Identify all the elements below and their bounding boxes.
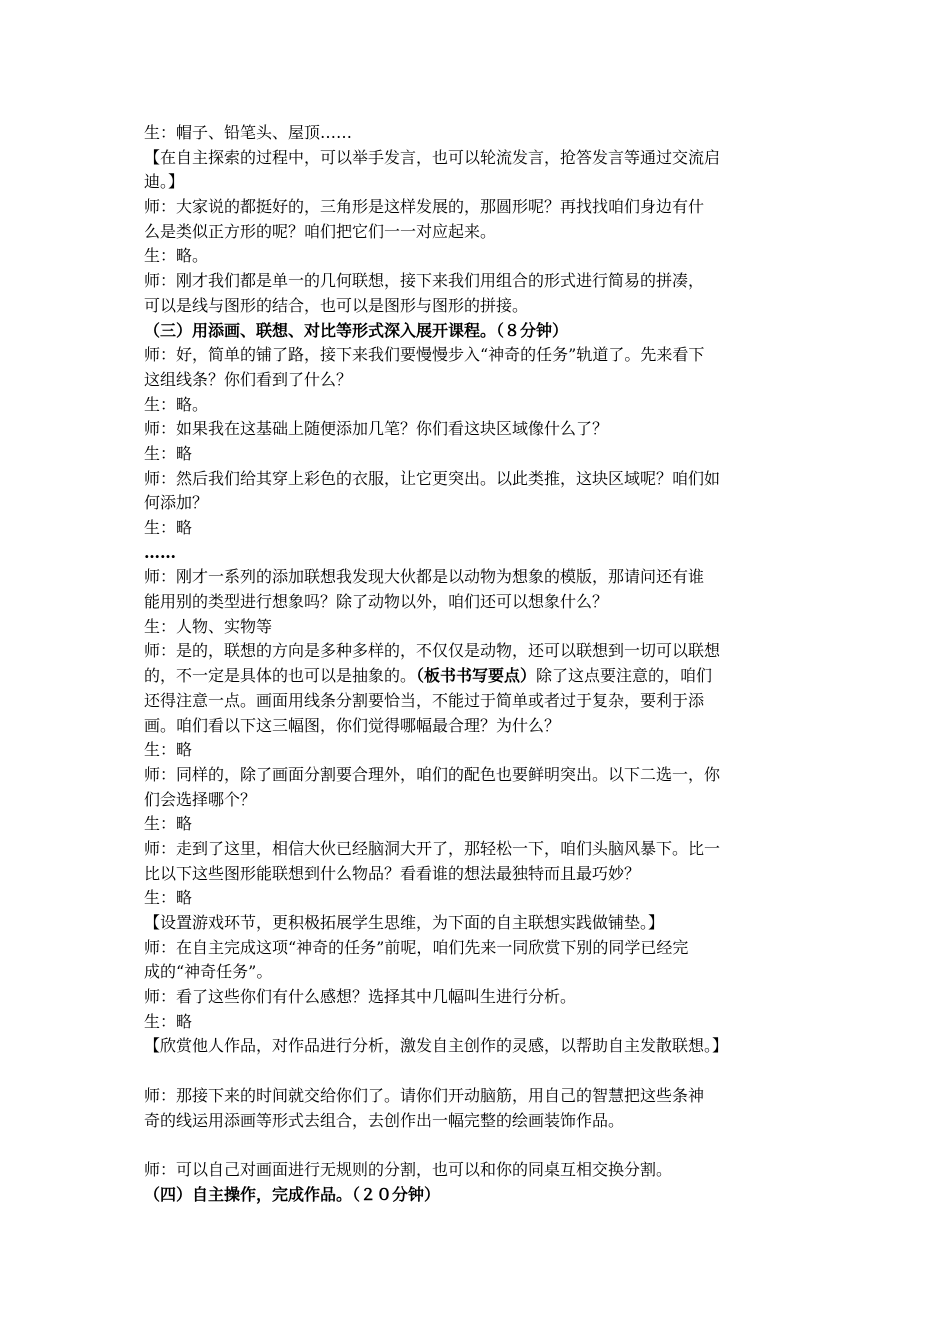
text-line: 师：然后我们给其穿上彩色的衣服，让它更突出。以此类推，这块区域呢？咱们如	[144, 468, 721, 488]
text-line: 还得注意一点。画面用线条分割要恰当，不能过于简单或者过于复杂，要利于添	[144, 690, 705, 710]
text-line: 成的“神奇任务”。	[144, 962, 273, 982]
ellipsis-line: ……	[144, 542, 176, 562]
text-line: 生：人物、实物等	[144, 616, 273, 636]
section-heading: （四）自主操作，完成作品。（２０分钟）	[144, 1184, 441, 1204]
text-line: 生：略	[144, 1011, 193, 1031]
blank-line	[144, 1059, 812, 1084]
text-line: 这组线条？你们看到了什么？	[144, 369, 353, 389]
text-line: 生：略。	[144, 246, 209, 266]
text-segment: 除了这点要注意的，咱们	[536, 666, 713, 686]
text-line: 师：刚才一系列的添加联想我发现大伙都是以动物为想象的模版，那请问还有谁	[144, 567, 705, 587]
text-line: 师：看了这些你们有什么感想？选择其中几幅叫生进行分析。	[144, 987, 577, 1007]
document-body	[144, 121, 812, 1207]
text-line: 师：在自主完成这项“神奇的任务”前呢，咱们先来一同欣赏下别的同学已经完	[144, 937, 689, 957]
text-line: 生：略	[144, 443, 193, 463]
text-line: 们会选择哪个？	[144, 789, 257, 809]
text-line: 可以是线与图形的结合，也可以是图形与图形的拼接。	[144, 295, 529, 315]
text-line: 师：同样的，除了画面分割要合理外，咱们的配色也要鲜明突出。以下二选一，你	[144, 764, 721, 784]
text-line: 师：走到了这里，相信大伙已经脑洞大开了，那轻松一下，咱们头脑风暴下。比一	[144, 838, 721, 858]
text-line: 生：略	[144, 740, 193, 760]
board-writing-note: （板书书写要点）	[416, 666, 537, 686]
text-line: 迪。】	[144, 172, 185, 192]
text-line: 能用别的类型进行想象吗？除了动物以外，咱们还可以想象什么？	[144, 592, 609, 612]
blank-line	[144, 1133, 812, 1158]
text-line: 师：大家说的都挺好的，三角形是这样发展的，那圆形呢？再找找咱们身边有什	[144, 197, 705, 217]
text-line: 生：略	[144, 888, 193, 908]
text-line: 生：略	[144, 814, 193, 834]
text-line: 师：刚才我们都是单一的几何联想，接下来我们用组合的形式进行简易的拼凑，	[144, 271, 705, 291]
text-line: 比以下这些图形能联想到什么物品？看看谁的想法最独特而且最巧妙？	[144, 863, 641, 883]
text-line: 生：略。	[144, 394, 209, 414]
text-line: 【在自主探索的过程中，可以举手发言，也可以轮流发言，抢答发言等通过交流启	[144, 147, 721, 167]
text-line: 师：好，简单的铺了路，接下来我们要慢慢步入“神奇的任务”轨道了。先来看下	[144, 345, 705, 365]
text-line: 生：略	[144, 518, 193, 537]
text-line: 师：如果我在这基础上随便添加几笔？你们看这块区域像什么了？	[144, 419, 609, 439]
text-line	[144, 664, 812, 689]
text-line: 师：那接下来的时间就交给你们了。请你们开动脑筋，用自己的智慧把这些条神	[144, 1085, 705, 1105]
text-line: 【设置游戏环节，更积极拓展学生思维，为下面的自主联想实践做铺垫。】	[144, 913, 665, 932]
text-line: 画。咱们看以下这三幅图，你们觉得哪幅最合理？为什么？	[144, 715, 561, 735]
section-heading: （三）用添画、联想、对比等形式深入展开课程。（８分钟）	[144, 320, 569, 340]
text-line: 师：是的，联想的方向是多种多样的，不仅仅是动物，还可以联想到一切可以联想	[144, 641, 721, 661]
text-line: 奇的线运用添画等形式去组合，去创作出一幅完整的绘画装饰作品。	[144, 1110, 625, 1130]
text-line: 么是类似正方形的呢？咱们把它们一一对应起来。	[144, 221, 497, 241]
text-line: 师：可以自己对画面进行无规则的分割，也可以和你的同桌互相交换分割。	[144, 1159, 673, 1179]
text-line: 生：帽子、铅笔头、屋顶……	[144, 123, 353, 142]
text-line: 【欣赏他人作品，对作品进行分析，激发自主创作的灵感，以帮助自主发散联想。】	[144, 1036, 729, 1056]
text-line: 何添加？	[144, 493, 209, 513]
text-segment: 的，不一定是具体的也可以是抽象的。	[144, 666, 417, 686]
